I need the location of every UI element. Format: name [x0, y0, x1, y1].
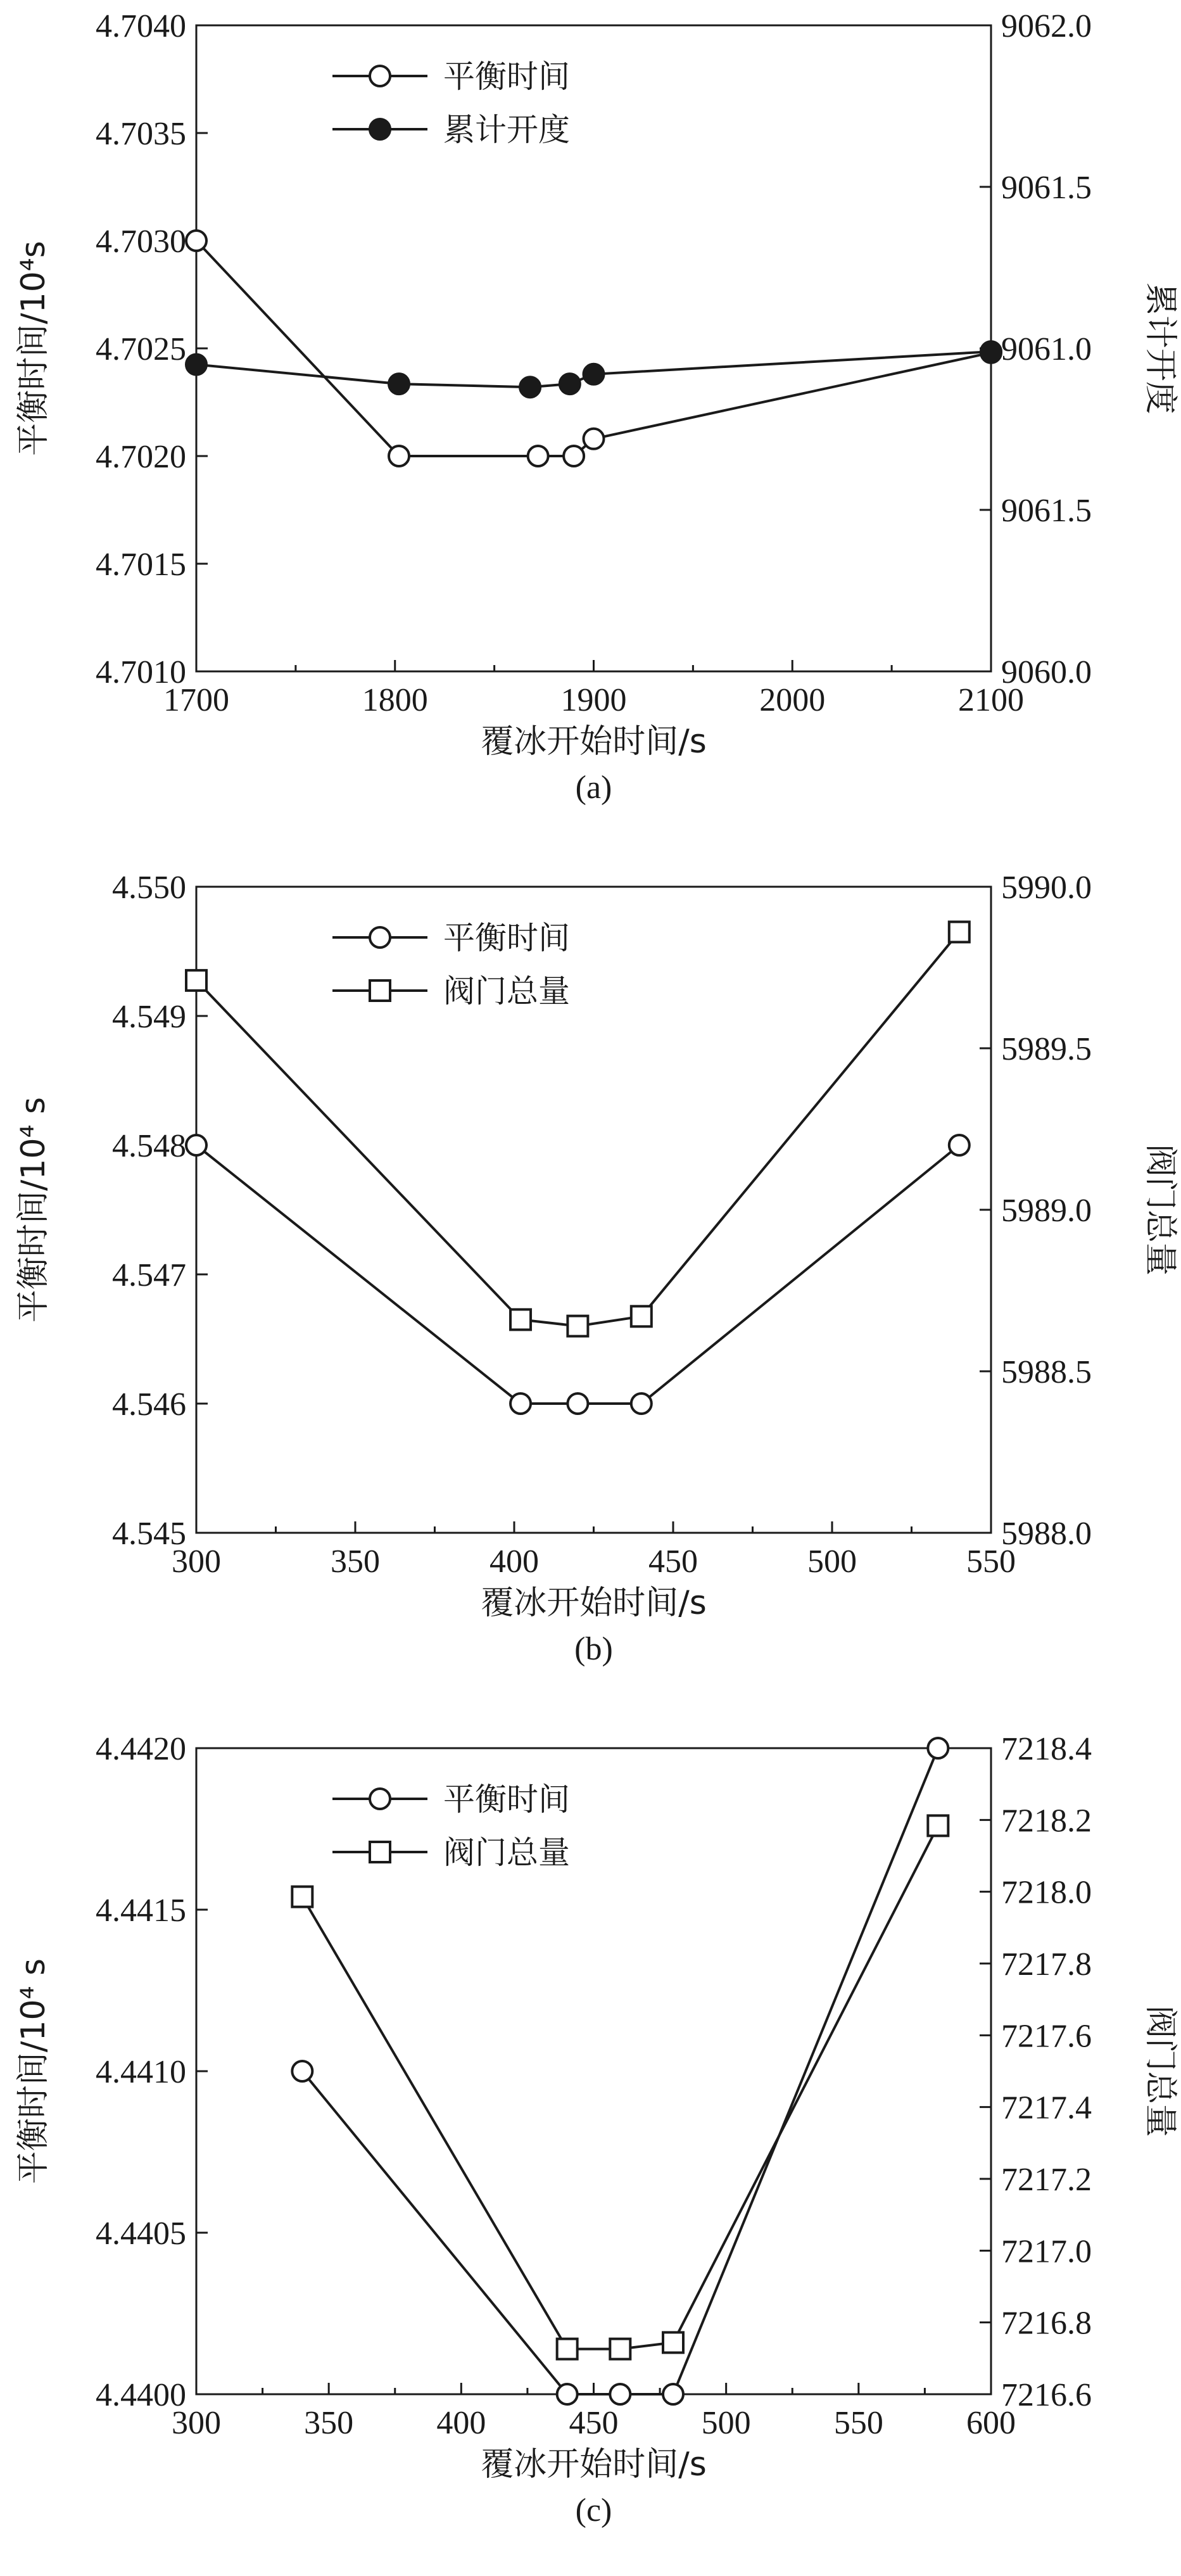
data-point: [928, 1738, 948, 1758]
y-axis-label: 平衡时间/10⁴ s: [15, 1958, 53, 2185]
data-point: [567, 1393, 588, 1414]
y2-axis-label: 累计开度: [1141, 282, 1179, 415]
data-point: [949, 1135, 969, 1155]
data-point: [560, 374, 580, 394]
data-point: [610, 2384, 630, 2404]
panel-label: (b): [574, 1631, 613, 1667]
y-tick-label: 4.7010: [96, 654, 186, 690]
y-axis-label: 平衡时间/10⁴ s: [15, 1096, 53, 1323]
x-axis-label: 覆冰开始时间/s: [481, 2446, 707, 2484]
y-tick-label: 4.4405: [96, 2216, 186, 2252]
y2-tick-label: 7217.8: [1001, 1946, 1092, 1983]
plot-frame: [196, 887, 991, 1533]
data-point: [663, 2384, 683, 2404]
data-point: [610, 2339, 630, 2359]
data-point: [186, 231, 206, 251]
series-line-2: [196, 932, 959, 1326]
chart-panel-c: [15, 1731, 1179, 2528]
y2-tick-label: 7217.4: [1001, 2090, 1092, 2126]
y2-tick-label: 7218.4: [1001, 1731, 1092, 1767]
y2-axis-label: 阀门总量: [1141, 1143, 1179, 1276]
y-tick-label: 4.7030: [96, 224, 186, 260]
x-tick-label: 350: [331, 1544, 380, 1580]
x-axis-label: 覆冰开始时间/s: [481, 723, 707, 761]
x-tick-label: 400: [489, 1544, 539, 1580]
series-line-1: [196, 1145, 959, 1404]
y2-tick-label: 9061.0: [1001, 331, 1092, 367]
x-tick-label: 1900: [560, 682, 627, 718]
data-point: [510, 1309, 531, 1329]
x-tick-label: 450: [569, 2405, 619, 2441]
data-point: [584, 364, 604, 384]
y-tick-label: 4.550: [112, 870, 186, 906]
y2-tick-label: 9061.5: [1001, 493, 1092, 529]
chart-panel-a: [15, 8, 1179, 806]
legend-marker: [370, 66, 390, 86]
y2-tick-label: 7217.2: [1001, 2162, 1092, 2198]
y2-tick-label: 7216.6: [1001, 2377, 1092, 2413]
y-tick-label: 4.549: [112, 999, 186, 1035]
x-tick-label: 550: [833, 2405, 883, 2441]
x-tick-label: 300: [172, 2405, 221, 2441]
legend-marker: [370, 119, 390, 139]
data-point: [949, 922, 969, 942]
data-point: [292, 2061, 312, 2081]
x-tick-label: 1700: [163, 682, 229, 718]
data-point: [528, 446, 548, 466]
y2-tick-label: 7217.0: [1001, 2233, 1092, 2270]
data-point: [186, 1135, 206, 1155]
y-tick-label: 4.548: [112, 1128, 186, 1164]
y-tick-label: 4.4415: [96, 1893, 186, 1929]
data-point: [186, 970, 206, 991]
x-axis-label: 覆冰开始时间/s: [481, 1584, 707, 1622]
y2-tick-label: 7218.2: [1001, 1803, 1092, 1839]
panel-label: (a): [575, 770, 612, 806]
legend-marker: [370, 927, 390, 948]
y-tick-label: 4.4400: [96, 2377, 186, 2413]
y2-tick-label: 9062.0: [1001, 8, 1092, 44]
y-tick-label: 4.7025: [96, 331, 186, 367]
legend-marker: [370, 1789, 390, 1809]
y-tick-label: 4.4420: [96, 1731, 186, 1767]
y-tick-label: 4.7040: [96, 8, 186, 44]
data-point: [520, 377, 540, 397]
y2-tick-label: 5988.5: [1001, 1354, 1092, 1390]
plot-frame: [196, 1748, 991, 2394]
x-tick-label: 500: [701, 2405, 751, 2441]
y2-tick-label: 5989.0: [1001, 1193, 1092, 1229]
data-point: [510, 1393, 531, 1414]
plot-frame: [196, 25, 991, 671]
legend-label: 平衡时间: [443, 920, 570, 956]
legend-marker: [370, 1842, 390, 1862]
x-tick-label: 2100: [958, 682, 1024, 718]
y2-tick-label: 5990.0: [1001, 870, 1092, 906]
data-point: [389, 374, 409, 394]
legend-marker: [370, 980, 390, 1001]
x-tick-label: 500: [807, 1544, 857, 1580]
y-tick-label: 4.7035: [96, 116, 186, 152]
data-point: [928, 1815, 948, 1836]
x-tick-label: 2000: [759, 682, 826, 718]
y2-tick-label: 7216.8: [1001, 2305, 1092, 2342]
y-tick-label: 4.7015: [96, 547, 186, 583]
data-point: [557, 2339, 578, 2359]
data-point: [564, 446, 584, 466]
legend-label: 阀门总量: [443, 973, 570, 1010]
y-tick-label: 4.7020: [96, 439, 186, 475]
y2-tick-label: 7218.0: [1001, 1874, 1092, 1911]
x-tick-label: 350: [304, 2405, 354, 2441]
data-point: [292, 1887, 312, 1907]
x-tick-label: 600: [966, 2405, 1016, 2441]
y2-tick-label: 5989.5: [1001, 1031, 1092, 1067]
series-line-1: [196, 241, 991, 456]
data-point: [186, 355, 206, 375]
y2-axis-label: 阀门总量: [1141, 2005, 1179, 2138]
x-tick-label: 400: [436, 2405, 486, 2441]
y2-tick-label: 9060.0: [1001, 654, 1092, 690]
x-tick-label: 300: [172, 1544, 221, 1580]
y2-tick-label: 5988.0: [1001, 1516, 1092, 1552]
chart-panel-b: [15, 870, 1179, 1667]
x-tick-label: 1800: [362, 682, 428, 718]
data-point: [557, 2384, 578, 2404]
y-tick-label: 4.546: [112, 1386, 186, 1423]
data-point: [981, 341, 1001, 362]
data-point: [631, 1306, 652, 1326]
data-point: [389, 446, 409, 466]
data-point: [631, 1393, 652, 1414]
data-point: [663, 2332, 683, 2352]
data-point: [584, 429, 604, 449]
series-line-2: [302, 1825, 938, 2349]
legend-label: 平衡时间: [443, 1781, 570, 1818]
data-point: [567, 1316, 588, 1336]
panel-label: (c): [575, 2492, 612, 2528]
y2-tick-label: 7217.6: [1001, 2018, 1092, 2055]
legend-label: 阀门总量: [443, 1834, 570, 1871]
y-tick-label: 4.545: [112, 1516, 186, 1552]
x-tick-label: 450: [648, 1544, 698, 1580]
y2-tick-label: 9061.5: [1001, 170, 1092, 206]
series-line-1: [302, 1748, 938, 2394]
y-tick-label: 4.4410: [96, 2054, 186, 2090]
y-tick-label: 4.547: [112, 1257, 186, 1293]
legend-label: 累计开度: [443, 111, 570, 148]
legend-label: 平衡时间: [443, 58, 570, 95]
x-tick-label: 550: [966, 1544, 1016, 1580]
y-axis-label: 平衡时间/10⁴s: [15, 241, 53, 456]
